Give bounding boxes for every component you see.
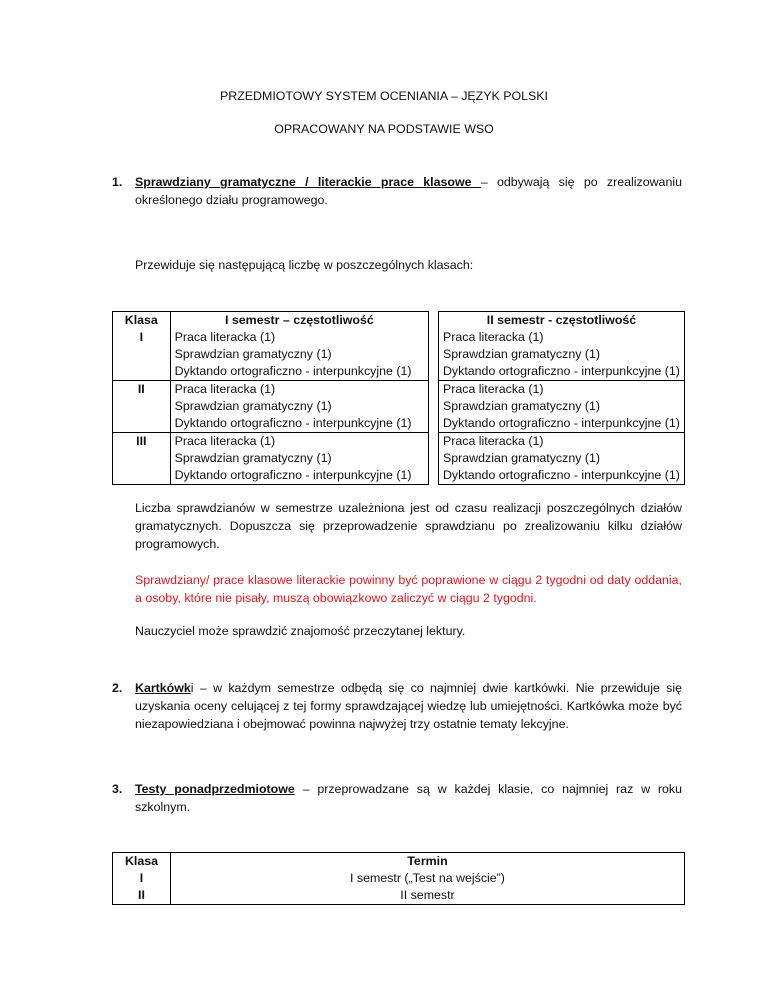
table-row [113, 312, 685, 381]
row3-klasa: III [113, 433, 171, 485]
table1-intro: Przewiduje się następującą liczbę w poszczególnych klasach: [135, 258, 474, 272]
section-2-number: 2. [112, 681, 123, 695]
row3-sem2: Praca literacka (1) Sprawdzian gramatyczny (1) Dyktando ortograficzno - interpunkcyjne (1) [438, 433, 684, 485]
column-gap [429, 312, 439, 381]
section-2-heading-tail: i [190, 681, 194, 695]
row2-sem1: Praca literacka (1) Sprawdzian gramatyczny (1) Dyktando ortograficzno - interpunkcyjne (1) [170, 381, 429, 433]
section-1-paragraph [135, 173, 682, 209]
header-klasa: Klasa I [113, 312, 171, 381]
table2-klasa-column: Klasa I II [113, 853, 171, 905]
table-row [113, 853, 685, 905]
section-2-text: – w każdym semestrze odbędą się co najmniej dwie kartkówki. Nie przewiduje się uzyskania oceny celującej z tej formy sprawdzającej wiedzę lub umiejętności. Kartkówka może być niezapowiedziana i obejmować powinna najwyżej trzy ostatnie tematy lekcyjne. [135, 681, 682, 731]
section-1-text: – odbywają się po zrealizowaniu określonego działu programowego. [135, 175, 682, 207]
section-3-text: – przeprowadzane są w każdej klasie, co najmniej raz w roku szkolnym. [135, 782, 682, 814]
row1-sem2: II semestr - częstotliwość Praca literacka (1) Sprawdzian gramatyczny (1) Dyktando ortograficzno - interpunkcyjne (1) [438, 312, 684, 381]
column-gap [429, 433, 439, 485]
paragraph-sprawdziany-count: Liczba sprawdzianów w semestrze uzależniona jest od czasu realizacji poszczególnych działów gramatycznych. Dopuszcza się przeprowadzenie sprawdzianu po zrealizowaniu kilku działów programowych. [135, 501, 682, 551]
section-2-heading: Kartkówk [135, 681, 191, 695]
section-3-heading: Testy ponadprzedmiotowe [135, 782, 295, 796]
table2-termin-column: Termin I semestr („Test na wejście”) II semestr [170, 853, 684, 905]
row2-sem2: Praca literacka (1) Sprawdzian gramatyczny (1) Dyktando ortograficzno - interpunkcyjne (1) [438, 381, 684, 433]
section-2-paragraph [135, 679, 682, 733]
section-1-heading: Sprawdziany gramatyczne / literackie prace klasowe [135, 175, 481, 189]
section-3-paragraph [135, 780, 682, 816]
section-1-number: 1. [112, 175, 123, 189]
row2-klasa: II [113, 381, 171, 433]
document-title: PRZEDMIOTOWY SYSTEM OCENIANIA – JĘZYK POLSKI [220, 89, 548, 103]
column-gap [429, 381, 439, 433]
row3-sem1: Praca literacka (1) Sprawdzian gramatyczny (1) Dyktando ortograficzno - interpunkcyjne (1) [170, 433, 429, 485]
frequency-table [112, 311, 685, 485]
test-schedule-table [112, 852, 685, 905]
document-subtitle: OPRACOWANY NA PODSTAWIE WSO [274, 122, 494, 136]
table-row [113, 433, 685, 485]
paragraph-lektura: Nauczyciel może sprawdzić znajomość przeczytanej lektury. [135, 624, 466, 638]
table-row [113, 381, 685, 433]
section-3-number: 3. [112, 782, 123, 796]
paragraph-correction-rule: Sprawdziany/ prace klasowe literackie powinny być poprawione w ciągu 2 tygodni od daty oddania, a osoby, które nie pisały, muszą obowiązkowo zaliczyć w ciągu 2 tygodni. [135, 573, 682, 605]
row1-sem1: I semestr – częstotliwość Praca literacka (1) Sprawdzian gramatyczny (1) Dyktando ortograficzno - interpunkcyjne (1) [170, 312, 429, 381]
